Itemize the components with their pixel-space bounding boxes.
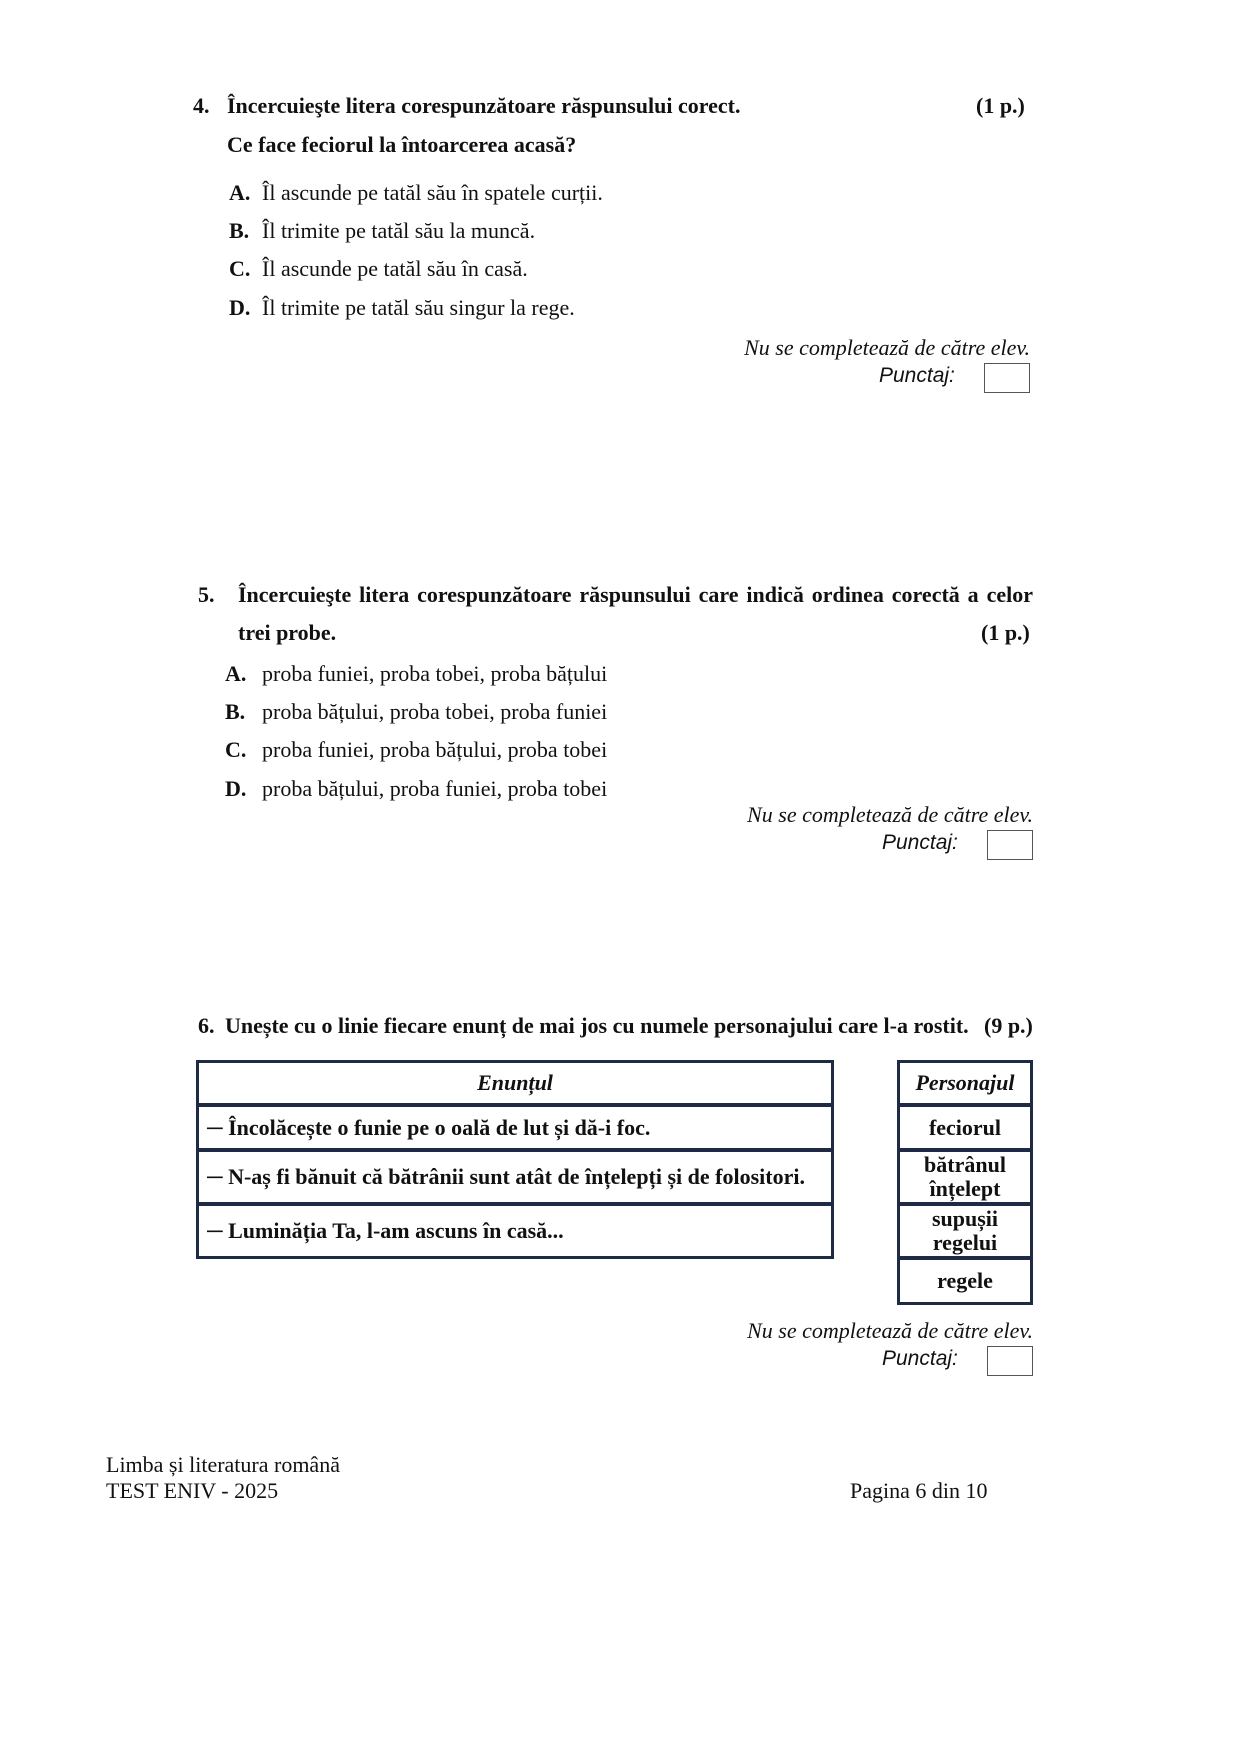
option-text: proba bățului, proba funiei, proba tobei — [262, 776, 608, 801]
option-letter: B. — [229, 218, 250, 243]
q5-points: (1 p.) — [981, 620, 1030, 645]
q5-instruction-line1: Încercuieşte litera corespunzătoare răspunsului care indică ordinea corectă a celor — [238, 582, 1033, 607]
statement-row[interactable] — [196, 1149, 834, 1205]
q4-teacher-note: Nu se completează de către elev. — [744, 335, 1030, 360]
character-name: supușii — [931, 1206, 999, 1231]
q4-instruction: Încercuieşte litera corespunzătoare răspunsului corect. — [227, 93, 741, 118]
character-name-line2: regelui — [932, 1230, 998, 1255]
q6-score-label: Punctaj: — [882, 1347, 958, 1370]
q5-score-label: Punctaj: — [882, 831, 958, 854]
option-letter: D. — [229, 295, 251, 320]
footer-subject: Limba și literatura română — [106, 1452, 340, 1477]
statement-row[interactable] — [196, 1203, 834, 1259]
q4-points: (1 p.) — [976, 93, 1025, 118]
option-text: Îl ascunde pe tatăl său în casă. — [262, 256, 528, 281]
character-cell[interactable] — [897, 1149, 1033, 1205]
q4-question: Ce face feciorul la întoarcerea acasă? — [227, 132, 577, 157]
q6-points: (9 p.) — [984, 1013, 1033, 1038]
q4-option-a[interactable] — [229, 180, 603, 206]
option-letter: A. — [225, 661, 247, 686]
statements-header-label: Enunțul — [477, 1070, 553, 1095]
character-cell[interactable] — [897, 1257, 1033, 1305]
option-text: Îl ascunde pe tatăl său în spatele curții. — [262, 180, 603, 205]
option-text: proba bățului, proba tobei, proba funiei — [262, 699, 608, 724]
q5-option-a[interactable] — [225, 661, 607, 687]
q6-instruction: Unește cu o linie fiecare enunț de mai jos cu numele personajului care l-a rostit. — [225, 1013, 969, 1038]
character-name: feciorul — [928, 1114, 1002, 1140]
q5-option-c[interactable] — [225, 737, 607, 763]
q5-option-b[interactable] — [225, 699, 607, 725]
statement-row[interactable] — [196, 1104, 834, 1151]
q4-number: 4. — [193, 93, 210, 118]
character-cell[interactable] — [897, 1203, 1033, 1259]
q5-teacher-note: Nu se completează de către elev. — [747, 802, 1033, 827]
q6-number: 6. — [198, 1013, 215, 1038]
characters-header — [897, 1060, 1033, 1106]
q6-score-box — [987, 1346, 1033, 1376]
q6-teacher-note: Nu se completează de către elev. — [747, 1318, 1033, 1343]
q4-option-c[interactable] — [229, 256, 528, 282]
q5-score-box — [987, 830, 1033, 860]
character-cell[interactable] — [897, 1104, 1033, 1151]
statement-text: ─ N-aș fi bănuit că bătrânii sunt atât de înțelepți și de folositori. — [207, 1164, 805, 1189]
q4-option-b[interactable] — [229, 218, 535, 244]
option-letter: D. — [225, 776, 247, 801]
statement-text: ─ Luminăția Ta, l-am ascuns în casă... — [207, 1218, 564, 1243]
q5-option-d[interactable] — [225, 776, 607, 802]
q5-instruction-line2: trei probe. — [238, 620, 337, 645]
q4-score-label: Punctaj: — [879, 364, 955, 387]
option-text: Îl trimite pe tatăl său singur la rege. — [262, 295, 575, 320]
option-letter: C. — [225, 737, 247, 762]
q4-option-d[interactable] — [229, 295, 575, 321]
footer-page-number: Pagina 6 din 10 — [850, 1478, 988, 1503]
character-name: bătrânul — [924, 1152, 1006, 1177]
option-text: Îl trimite pe tatăl său la muncă. — [262, 218, 536, 243]
option-letter: A. — [229, 180, 251, 205]
character-name: regele — [937, 1268, 993, 1293]
q4-score-box — [984, 363, 1030, 393]
option-letter: C. — [229, 256, 251, 281]
option-letter: B. — [225, 699, 246, 724]
option-text: proba funiei, proba tobei, proba bățului — [262, 661, 608, 686]
statement-text: ─ Încolăcește o funie pe o oală de lut și dă-i foc. — [207, 1114, 651, 1140]
character-name-line2: înțelept — [929, 1176, 1001, 1201]
q5-number: 5. — [198, 582, 215, 607]
statements-header — [196, 1060, 834, 1106]
option-text: proba funiei, proba bățului, proba tobei — [262, 737, 608, 762]
characters-header-label: Personajul — [915, 1070, 1015, 1095]
footer-test: TEST ENIV - 2025 — [106, 1478, 279, 1503]
